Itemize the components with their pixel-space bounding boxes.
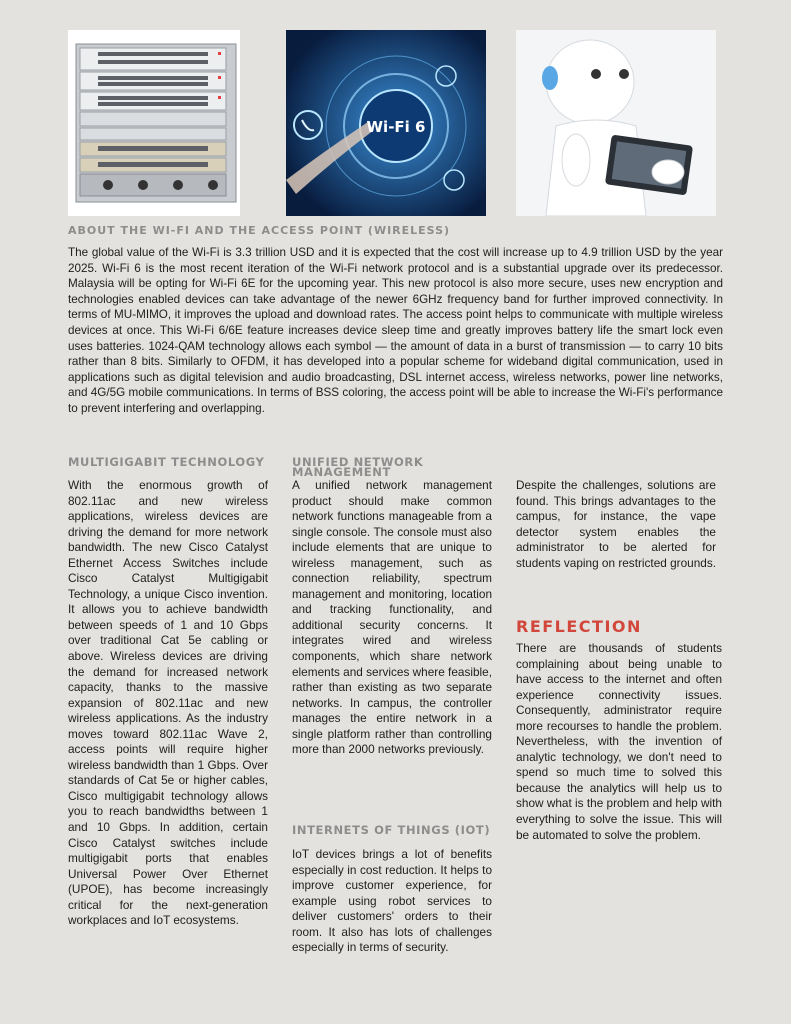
about-wifi-title: ABOUT THE WI-FI AND THE ACCESS POINT (WIRELESS) (68, 224, 451, 237)
multigigabit-title: MULTIGIGABIT TECHNOLOGY (68, 455, 265, 469)
robot-image (516, 30, 716, 216)
solutions-text: Despite the challenges, solutions are found. This brings advantages to the campus, for instance, the vape detector system enables the administrator to be alerted for students vaping on restricted grounds. (516, 478, 717, 570)
cisco-switch-image (68, 30, 240, 216)
multigigabit-text: With the enormous growth of 802.11ac and new wireless applications, wireless devices are driving the demand for more network bandwidth. The new Cisco Catalyst Ethernet Access Switches include Cisco Catalyst Multigigabit Technology, a unique Cisco invention. It allows you to achieve bandwidth between speeds of 1 and 10 Gbps over traditional Cat 5e cabling or above. Wireless devices are driving the demand for increased network capacity, thanks to the massive expansion of 802.11ac and new wireless applications. As the industry moves toward 802.11ac Wave 2, access points will require higher wireless bandwidth than 1 Gbps. Over standards of Cat 5e or higher cables, Cisco multigigabit technology allows you to reach bandwidths between 1 and 10 Gbps. In addition, certain Cisco Catalyst switches include multigigabit ports that enables Universal Power Over Ethernet (UPOE), has become increasingly critical for the next-generation workplaces and IoT ecosystems. (68, 478, 268, 928)
unified-network-title: UNIFIED NETWORK MANAGEMENT (292, 455, 424, 479)
unified-network-text: A unified network management product should make common network functions manageable from a single console. The console must also include elements that are unique to wireless management, such as connection reliability, spectrum management and monitoring, location and tracking functionality, and additional security concerns. It integrates wired and wireless components, which share network elements and services where feasible, rather than existing as two separate networks. In campus, the controller manages the entire network in a single platform rather than controlling more than 2000 networks previously. (292, 478, 492, 757)
iot-text: IoT devices brings a lot of benefits especially in cost reduction. It helps to improve customer experience, for example using robot services to deliver customers' orders to their room. It also has lots of challenges especially in terms of security. (292, 847, 492, 955)
cisco-switch-illustration (68, 30, 240, 216)
robot-illustration (516, 30, 716, 216)
reflection-title: REFLECTION (516, 617, 642, 636)
about-wifi-text: The global value of the Wi-Fi is 3.3 trillion USD and it is expected that the cost will increase up to 4.9 trillion USD by the year 2025. Wi-Fi 6 is the most recent iteration of the Wi-Fi network protocol and is a substantial upgrade over its predecessor. Malaysia will be opting for Wi-Fi 6E for the upcoming year. This new protocol is also more secure, uses new encryption and technologies enabled devices can take advantage of the newer 6GHz frequency band for further improved connectivity. In terms of MU-MIMO, it improves the upload and download rates. The access point helps to communicate with multiple wireless devices at once. This Wi-Fi 6/6E feature increases device sleep time and greatly improves battery life the smart lock even uses batteries. 1024-QAM technology allows each symbol — the amount of data in a burst of transmission — to carry 10 bits rather than 8 bits. Similarly to OFDM, it has developed into a popular scheme for wideband digital communication, used in applications such as digital television and audio broadcasting, DSL internet access, wireless networks, power line networks, and 4G/5G mobile communications. In terms of BSS coloring, the access point will be able to increase the Wi-Fi's performance to prevent interfering and overlapping. (68, 246, 723, 415)
iot-title: INTERNETS OF THINGS (IOT) (292, 823, 491, 837)
wifi6-label: Wi-Fi 6 (366, 118, 426, 136)
wifi6-illustration (286, 30, 486, 216)
reflection-text: There are thousands of students complaining about being unable to have access to the internet and often experience connectivity issues. Consequently, administrator require more recourses to handle the problem. Nevertheless, with the invention of analytic technology, we don't need to spend so much time to solved this because the analytics will help us to show what is the problem and help with everything to solve the issue. This will be automated to solve the problem. (516, 641, 722, 842)
wifi6-image (286, 30, 486, 216)
